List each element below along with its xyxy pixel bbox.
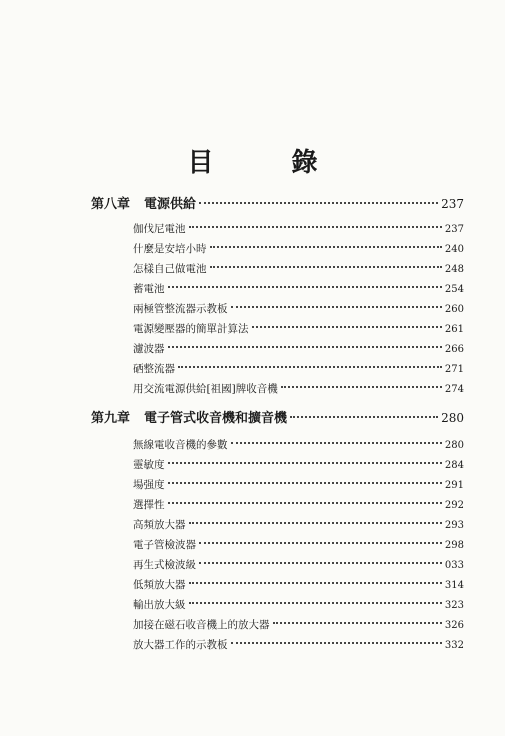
entry-label: 無線電收音機的參數	[133, 439, 228, 451]
dot-leader	[168, 502, 442, 504]
page-number: 237	[441, 197, 464, 211]
entry-label: 再生式檢波級	[133, 559, 196, 571]
page-number: 254	[444, 284, 464, 295]
page-number: 266	[444, 344, 464, 355]
entry-label: 選擇性	[133, 499, 165, 511]
dot-leader	[199, 542, 442, 544]
entry-label: 靈敏度	[133, 459, 165, 471]
dot-leader	[189, 226, 442, 228]
page-number: 248	[444, 264, 464, 275]
dot-leader	[231, 306, 442, 308]
page-number: 033	[444, 560, 464, 571]
page-number: 293	[444, 520, 464, 531]
dot-leader	[252, 326, 442, 328]
toc-entry	[133, 577, 464, 592]
toc-entry	[133, 381, 464, 396]
page-number: 237	[444, 224, 464, 235]
page-number: 271	[444, 364, 464, 375]
entry-label: 輸出放大級	[133, 599, 186, 611]
toc-entry	[133, 457, 464, 472]
entry-label: 電子管檢波器	[133, 539, 196, 551]
toc-entry	[133, 321, 464, 336]
dot-leader	[231, 442, 442, 444]
toc-entry	[133, 517, 464, 532]
toc-entry	[133, 261, 464, 276]
toc-entry	[133, 497, 464, 512]
entry-label: 加接在磁石收音機上的放大器	[133, 619, 270, 631]
page-number: 260	[444, 304, 464, 315]
chapter-heading	[91, 407, 464, 426]
page-number: 314	[444, 580, 464, 591]
dot-leader	[231, 642, 442, 644]
entry-label: 放大器工作的示教板	[133, 639, 228, 651]
entry-label: 場强度	[133, 479, 165, 491]
entry-label: 低頻放大器	[133, 579, 186, 591]
toc-entry	[133, 597, 464, 612]
page-number: 284	[444, 460, 464, 471]
chapter-heading	[91, 193, 464, 212]
entry-label: 兩極管整流器示教板	[133, 303, 228, 315]
dot-leader	[199, 562, 442, 564]
dot-leader	[210, 266, 442, 268]
page-number: 323	[444, 600, 464, 611]
dot-leader	[273, 622, 442, 624]
toc-entry	[133, 637, 464, 652]
toc-entry	[133, 241, 464, 256]
page-number: 298	[444, 540, 464, 551]
entry-label: 硒整流器	[133, 363, 175, 375]
dot-leader	[168, 462, 442, 464]
dot-leader	[199, 202, 438, 204]
page-number: 274	[444, 384, 464, 395]
entry-label: 用交流電源供給[祖國]牌收音機	[133, 383, 278, 395]
chapter-title: 電子管式收音機和擴音機	[144, 411, 288, 426]
page-number: 326	[444, 620, 464, 631]
dot-leader	[168, 346, 442, 348]
page-number: 280	[444, 440, 464, 451]
toc-entry	[133, 617, 464, 632]
toc-entry	[133, 477, 464, 492]
toc-entry	[133, 557, 464, 572]
toc-entry	[133, 281, 464, 296]
dot-leader	[281, 386, 442, 388]
dot-leader	[168, 286, 442, 288]
page-number: 332	[444, 640, 464, 651]
toc-entry	[133, 537, 464, 552]
chapter-number: 第九章	[91, 411, 131, 426]
dot-leader	[189, 602, 442, 604]
dot-leader	[178, 366, 442, 368]
page-number: 261	[444, 324, 464, 335]
dot-leader	[168, 482, 442, 484]
entry-label: 高頻放大器	[133, 519, 186, 531]
chapter-number: 第八章	[91, 197, 131, 212]
chapter-title: 電源供給	[144, 197, 197, 212]
page-number: 240	[444, 244, 464, 255]
page-number: 280	[441, 411, 464, 425]
page-number: 291	[444, 480, 464, 491]
entry-label: 什麼是安培小時	[133, 243, 207, 255]
dot-leader	[189, 582, 442, 584]
dot-leader	[189, 522, 442, 524]
toc-entry	[133, 301, 464, 316]
dot-leader	[290, 416, 438, 418]
toc-entry	[133, 341, 464, 356]
toc-entry	[133, 221, 464, 236]
entry-label: 電源變壓器的簡單計算法	[133, 323, 249, 335]
dot-leader	[210, 246, 442, 248]
entry-label: 濾波器	[133, 343, 165, 355]
entry-label: 怎樣自己做電池	[133, 263, 207, 275]
toc-entry	[133, 437, 464, 452]
entry-label: 蓄電池	[133, 283, 165, 295]
page-number: 292	[444, 500, 464, 511]
toc-entry	[133, 361, 464, 376]
entry-label: 伽伐尼電池	[133, 223, 186, 235]
page-title: 目 錄	[187, 148, 318, 178]
